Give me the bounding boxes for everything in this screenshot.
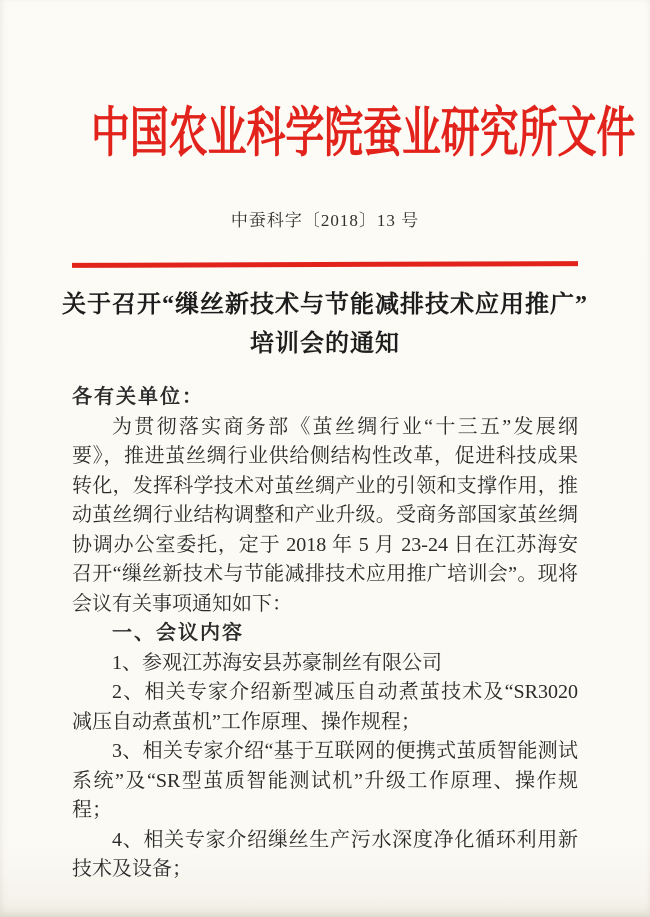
- list-item-3: 3、相关专家介绍“基于互联网的便携式茧质智能测试系统”及“SR型茧质智能测试机”升级工作原理、操作规程；: [72, 740, 578, 821]
- notice-title: [50, 286, 600, 364]
- document-body: [72, 383, 578, 885]
- list-item-1: 1、参观江苏海安县苏豪制丝有限公司: [112, 651, 442, 674]
- section-heading-meeting-content: 一、会议内容: [112, 622, 244, 644]
- red-divider-line: [72, 261, 578, 268]
- list-item-4: 4、相关专家介绍缫丝生产污水深度净化循环利用新技术及设备；: [72, 828, 578, 880]
- document-masthead-title: 中国农业科学院蚕业研究所文件: [90, 103, 636, 163]
- document-number: 中蚕科字〔2018〕13 号: [230, 211, 420, 230]
- notice-title-line1: 关于召开“缫丝新技术与节能减排技术应用推广”: [62, 292, 588, 318]
- notice-title-line2: 培训会的通知: [250, 331, 400, 357]
- body-paragraph: 为贯彻落实商务部《茧丝绸行业“十三五”发展纲要》，推进茧丝绸行业供给侧结构性改革，促进科技成果转化，发挥科学技术对茧丝绸产业的引领和支撑作用，推动茧丝绸行业结构调整和产业升级。受商务部国家茧丝绸协调办公室委托，定于 2018 年 5 月 23-24 日在江苏海安召开“缫丝新技术与节能减排技术应用推广培训会”。现将会议有关事项通知如下：: [72, 415, 578, 615]
- list-item-2: 2、相关专家介绍新型减压自动煮茧技术及“SR3020 减压自动煮茧机”工作原理、操作规程；: [72, 681, 578, 733]
- salutation: 各有关单位：: [72, 386, 204, 408]
